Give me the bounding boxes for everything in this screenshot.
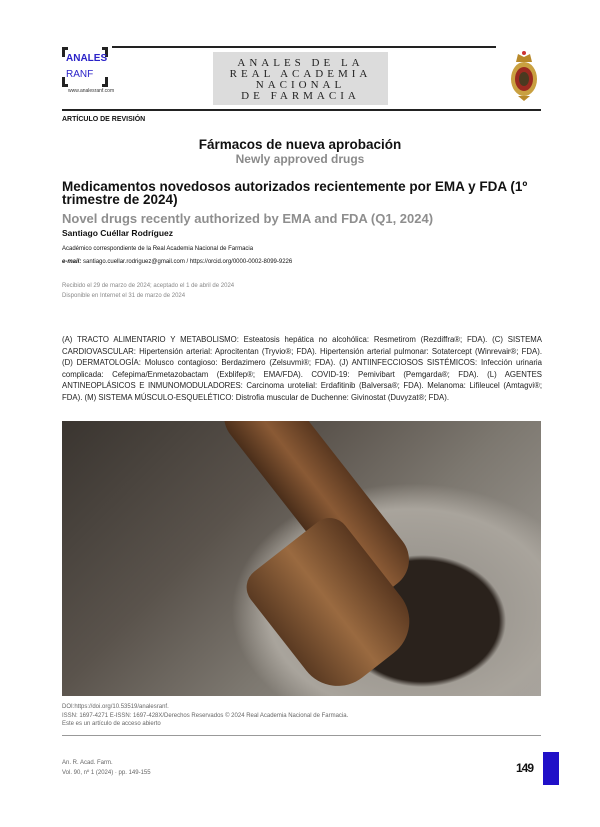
journal-abbrev: An. R. Acad. Farm. [62,760,113,766]
footer-divider [62,735,541,736]
author-affiliation: Académico correspondiente de la Real Academia Nacional de Farmacia [62,246,254,252]
volume-info: Vol. 90, nº 1 (2024) · pp. 149-155 [62,770,151,776]
email-label: e-mail: [62,259,82,265]
journal-url[interactable]: www.analesranf.com [68,88,115,94]
journal-name-box [213,52,388,105]
academy-crest-icon [508,48,540,102]
abstract: (A) TRACTO ALIMENTARIO Y METABOLISMO: Esteatosis hepática no alcohólica: Resmetirom (Rezdiffra®; FDA). (C) SISTEMA CARDIOVASCULAR: Hipertensión arterial: Aprocitentan (Tryvio®; FDA). Hipertensión arterial pulmonar: Sotatercept (Winrevair®; FDA). (D) DERMATOLOGÍA: Molusco contagioso: Berdazimero (Zelsuvmi®; FDA). (J) ANTIINFECCIOSOS SISTÉMICOS: Infección urinaria complicada: Cefepima/Enmetazobactam (Exblifep®; EMA/FDA). COVID-19: Pemivibart (Pemgarda®; FDA). (L) AGENTES ANTINEOPLÁSICOS E INMUNOMODULADORES: Carcinoma urotelial: Erdafitinib (Balversa®; FDA). Melanoma: Lifileucel (Amtagvi®; FDA). (M) SISTEMA MÚSCULO-ESQUELÉTICO: Distrofia muscular de Duchenne: Givinostat (Duvyzat®; FDA). [62,335,542,402]
received-date: Recibido el 29 de marzo de 2024; aceptado el 1 de abril de 2024 [62,283,235,289]
section-subtitle: Newly approved drugs [235,152,365,166]
journal-name-line: ANALES DE LA [237,57,364,69]
section-title: Fármacos de nueva aprobación [198,137,402,152]
open-access-note: Este es un artículo de acceso abierto [62,721,161,728]
mortar-pestle-photo [62,421,541,696]
logo-text-anales: ANALES [66,53,108,64]
journal-reference [62,758,151,778]
author-contact [62,259,292,265]
header-rule [112,46,496,48]
article-type: ARTÍCULO DE REVISIÓN [62,116,146,123]
article-dates [62,281,234,301]
journal-logo [62,47,115,97]
journal-name-line: DE FARMACIA [241,90,360,102]
page-marker [543,752,559,785]
header-divider [62,109,541,111]
journal-name-line: REAL ACADEMIA [229,68,372,80]
journal-name-line: NACIONAL [255,79,346,91]
logo-text-ranf: RANF [66,69,94,80]
email-link[interactable]: santiago.cuellar.rodriguez@gmail.com / https://orcid.org/0000-0002-8099-9226 [83,259,293,265]
publication-info [62,703,348,729]
online-date: Disponible en Internet el 31 de marzo de 2024 [62,293,186,299]
issn: ISSN: 1697-4271 E-ISSN: 1697-428X/Derechos Reservados © 2024 Real Academia Nacional de Farmacia. [62,712,349,719]
doi-link[interactable]: DOI:https://doi.org/10.53519/analesranf. [62,704,169,710]
author-name: Santiago Cuéllar Rodríguez [62,228,173,238]
page-number: 149 [516,761,534,775]
article-title: Medicamentos novedosos autorizados recientemente por EMA y FDA (1º trimestre de 2024) [62,179,528,207]
article-title-english: Novel drugs recently authorized by EMA and FDA (Q1, 2024) [62,211,434,226]
